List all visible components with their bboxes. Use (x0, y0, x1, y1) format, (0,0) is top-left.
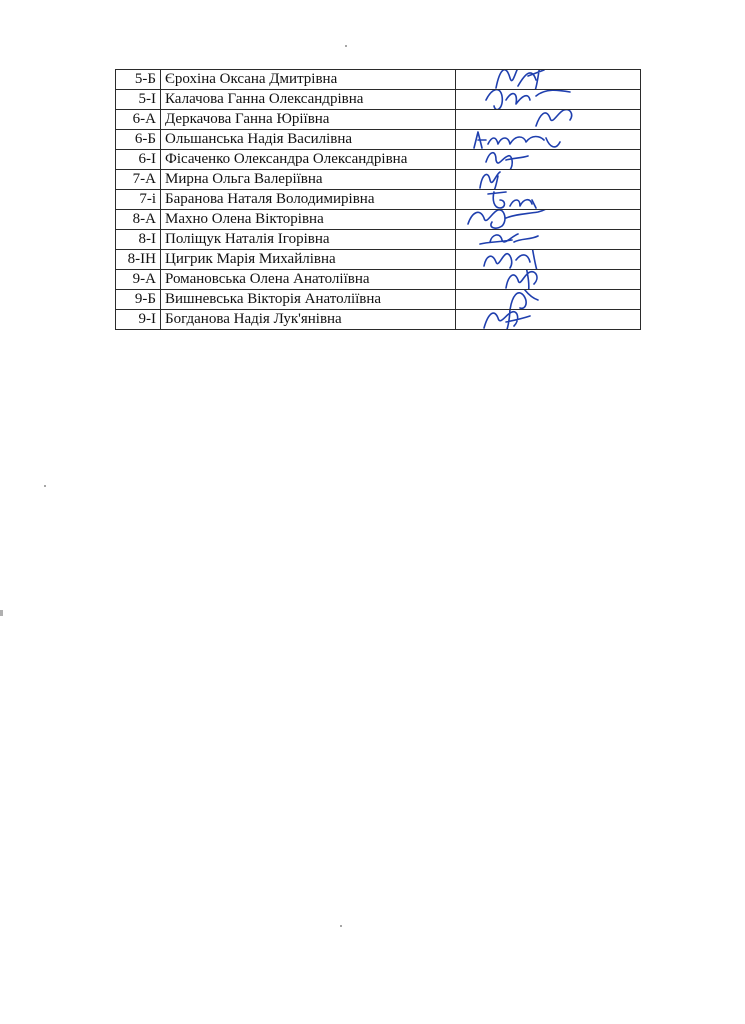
teacher-name-cell: Богданова Надія Лук'янівна (161, 310, 456, 330)
signature-cell (456, 90, 641, 110)
class-cell: 8-І (116, 230, 161, 250)
class-cell: 8-ІН (116, 250, 161, 270)
teacher-name-cell: Баранова Наталя Володимирівна (161, 190, 456, 210)
teacher-name-cell: Поліщук Наталія Ігорівна (161, 230, 456, 250)
signature-cell (456, 190, 641, 210)
scan-edge-mark (0, 610, 3, 616)
teacher-name-cell: Вишневська Вікторія Анатоліївна (161, 290, 456, 310)
table-row (116, 110, 641, 130)
handwritten-signature (466, 310, 576, 330)
table-row (116, 170, 641, 190)
class-cell: 6-А (116, 110, 161, 130)
handwritten-signature (466, 250, 576, 270)
signature-cell (456, 250, 641, 270)
handwritten-signature (466, 290, 576, 310)
signature-cell (456, 310, 641, 330)
class-cell: 7-і (116, 190, 161, 210)
signature-cell (456, 150, 641, 170)
scan-speck (44, 485, 46, 487)
handwritten-signature (466, 230, 576, 250)
signature-cell (456, 110, 641, 130)
table-row (116, 190, 641, 210)
signature-cell (456, 130, 641, 150)
class-cell: 9-А (116, 270, 161, 290)
teacher-name-cell: Єрохіна Оксана Дмитрівна (161, 70, 456, 90)
table-row (116, 230, 641, 250)
teacher-name-cell: Мирна Ольга Валеріївна (161, 170, 456, 190)
teacher-name-cell: Романовська Олена Анатоліївна (161, 270, 456, 290)
class-cell: 6-І (116, 150, 161, 170)
class-cell: 6-Б (116, 130, 161, 150)
table-row (116, 90, 641, 110)
signature-cell (456, 170, 641, 190)
class-cell: 9-Б (116, 290, 161, 310)
signature-cell (456, 290, 641, 310)
table-row (116, 130, 641, 150)
signature-cell (456, 230, 641, 250)
teacher-name-cell: Фісаченко Олександра Олександрівна (161, 150, 456, 170)
table-row (116, 250, 641, 270)
teacher-name-cell: Деркачова Ганна Юріївна (161, 110, 456, 130)
handwritten-signature (466, 70, 576, 90)
class-cell: 8-А (116, 210, 161, 230)
table-row (116, 310, 641, 330)
signature-table (115, 69, 641, 330)
signature-cell (456, 270, 641, 290)
signature-cell (456, 210, 641, 230)
signature-cell (456, 70, 641, 90)
scan-speck (345, 45, 347, 47)
teacher-name-cell: Калачова Ганна Олександрівна (161, 90, 456, 110)
table-row (116, 290, 641, 310)
handwritten-signature (466, 90, 576, 110)
handwritten-signature (466, 130, 576, 150)
handwritten-signature (466, 110, 576, 130)
table-row (116, 150, 641, 170)
teacher-name-cell: Ольшанська Надія Василівна (161, 130, 456, 150)
teacher-name-cell: Цигрик Марія Михайлівна (161, 250, 456, 270)
table-row (116, 270, 641, 290)
handwritten-signature (466, 270, 576, 290)
handwritten-signature (466, 210, 576, 230)
teacher-name-cell: Махно Олена Вікторівна (161, 210, 456, 230)
handwritten-signature (466, 150, 576, 170)
class-cell: 9-І (116, 310, 161, 330)
class-cell: 5-І (116, 90, 161, 110)
class-cell: 7-А (116, 170, 161, 190)
table-row (116, 210, 641, 230)
class-cell: 5-Б (116, 70, 161, 90)
table-row (116, 70, 641, 90)
handwritten-signature (466, 170, 576, 190)
scan-speck (340, 925, 342, 927)
handwritten-signature (466, 190, 576, 210)
